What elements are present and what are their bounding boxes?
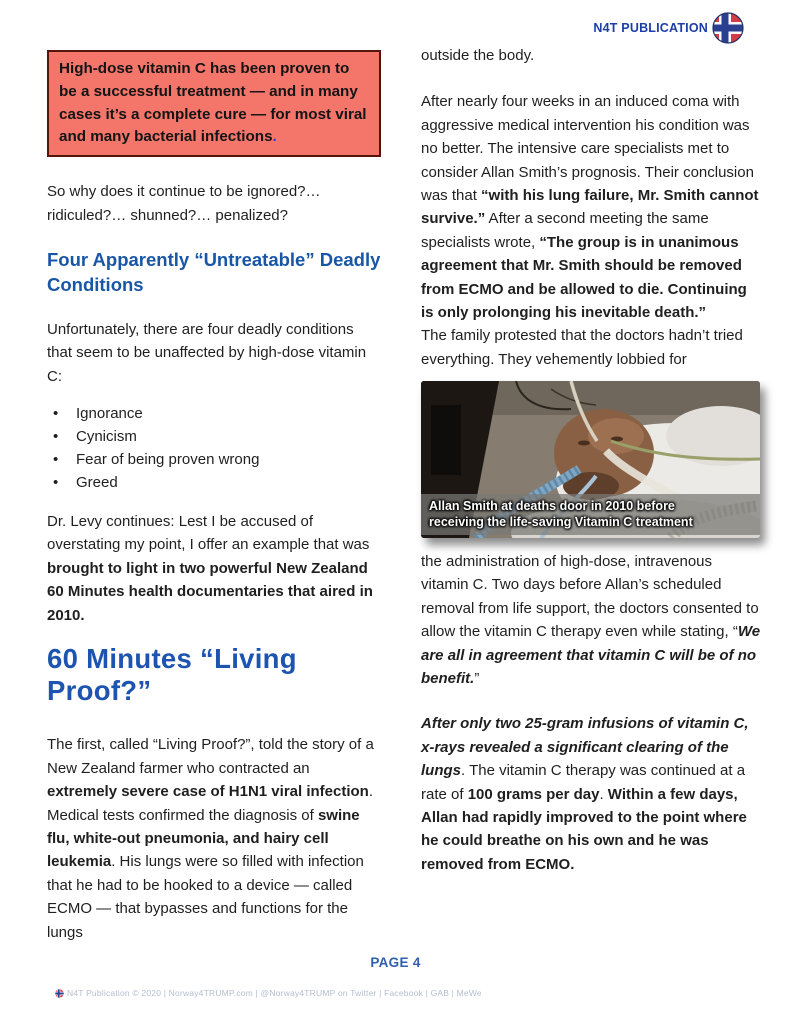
list-item: • Ignorance [47,402,381,425]
paragraph-vitamin-c-administration: the administration of high-dose, intravenous vitamin C. Two days before Allan’s scheduled removal from life support, the doctors consented to allow the vitamin C therapy even while stating, “We are all in agreement that vitamin C will be of no benefit.” [421,553,761,688]
patient-photo [421,381,760,538]
photo-caption-line2: receiving the life-saving Vitamin C treatment [429,514,693,529]
heading-untreatable-conditions: Four Apparently “Untreatable” Deadly Conditions [47,248,381,295]
photo-caption-line1: Allan Smith at deaths door in 2010 before [429,498,675,513]
list-item: • Cynicism [47,425,381,448]
callout-box: High-dose vitamin C has been proven to be a successful treatment — and in many cases it’s a complete cure — for most viral and many bacterial infections. [47,50,381,157]
footer-credits-text: N4T Publication © 2020 | Norway4TRUMP.com | @Norway4TRUMP on Twitter | Facebook | GAB | MeWe [67,988,482,998]
norway-flag-icon-small [55,989,64,998]
paragraph-recovery: After only two 25-gram infusions of vitamin C, x-rays revealed a significant clearing of the lungs. The vitamin C therapy was continued at a rate of 100 grams per day. Within a few days, Allan had rapidly improved to the point where he could breathe on his own and he was removed from ECMO. [421,715,749,873]
photo-caption [421,494,760,536]
paragraph-why-ignored: So why does it continue to be ignored?… ridiculed?… shunned?… penalized? [47,183,321,224]
paragraph-four-conditions: Unfortunately, there are four deadly conditions that seem to be unaffected by high-dose vitamin C: [47,320,367,385]
heading-60-minutes: 60 Minutes “Living Proof?” [47,643,297,707]
list-item: • Fear of being proven wrong [47,448,381,471]
header [593,12,744,44]
paragraph-family-protested: The family protested that the doctors hadn’t tried everything. They vehemently lobbied for [421,327,743,368]
paragraph-living-proof: The first, called “Living Proof?”, told the story of a New Zealand farmer who contracted an extremely severe case of H1N1 viral infection. Medical tests confirmed the diagnosis of swine flu, white-out pneumonia, and hairy cell leukemia. His lungs were so filled with infection that he had to be hooked to a device — called ECMO — that bypasses and functions for the lungs [47,736,374,941]
list-item: • Greed [47,471,381,494]
left-column [47,50,381,944]
norway-flag-icon [712,12,744,44]
page-number: PAGE 4 [370,955,421,970]
paragraph-outside-body: outside the body. [421,47,535,64]
right-column [421,44,761,876]
paragraph-dr-levy: Dr. Levy continues: Lest I be accused of overstating my point, I offer an example that was brought to light in two powerful New Zealand 60 Minutes health documentaries that aired in 2010. [47,513,373,624]
conditions-bullet-list [47,402,381,494]
publication-name: N4T PUBLICATION [593,21,708,35]
footer-credits [55,988,482,998]
paragraph-induced-coma: After nearly four weeks in an induced coma with aggressive medical intervention his condition was no better. The intensive care specialists met to consider Allan Smith’s prognosis. Their conclusion was that “with his lung failure, Mr. Smith cannot survive.” After a second meeting the same specialists wrote, “The group is in unanimous agreement that Mr. Smith should be removed from ECMO and be allowed to die. Continuing is only prolonging his inevitable death.” [421,93,759,321]
